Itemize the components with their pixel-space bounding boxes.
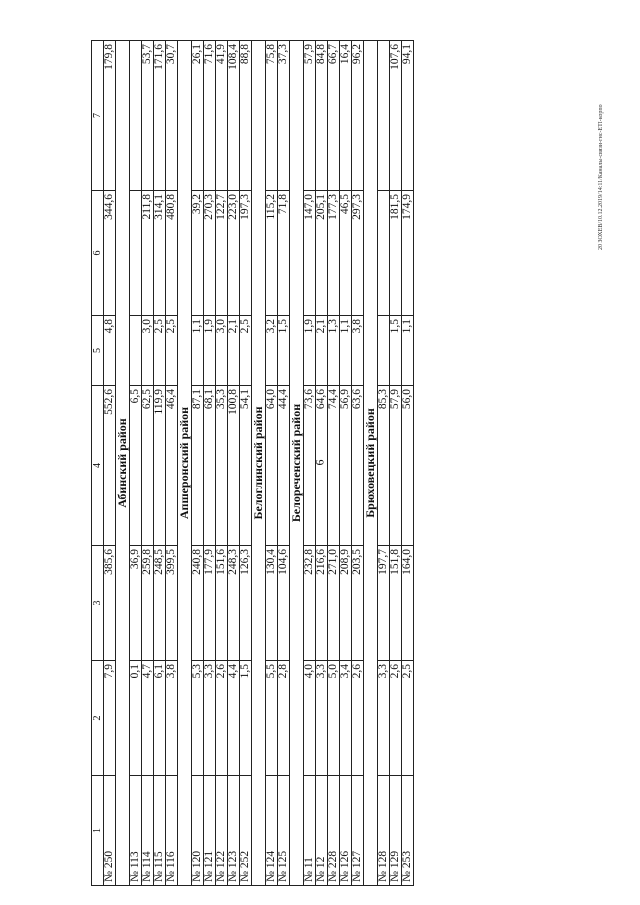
value-cell-col-6: 211,8 <box>142 191 154 316</box>
table-row <box>328 41 340 886</box>
column-header-4: 4 <box>92 386 104 546</box>
value-cell-col-5: 3,0 <box>216 316 228 386</box>
value-cell-col-3: 216,6 <box>316 546 328 661</box>
table-row <box>216 41 228 886</box>
value-cell-col-6 <box>378 191 390 316</box>
table-row <box>390 41 402 886</box>
row-label-cell: № 120 <box>192 776 204 886</box>
value-cell-col-3: 126,3 <box>240 546 252 661</box>
value-cell-col-5: 1,5 <box>390 316 402 386</box>
value-cell-col-5: 1,3 <box>328 316 340 386</box>
table-row <box>352 41 364 886</box>
value-cell-col-7: 108,4 <box>228 41 240 191</box>
value-cell-col-4: 63,6 <box>352 386 364 546</box>
table-row <box>340 41 352 886</box>
value-cell-col-2: 4,4 <box>228 661 240 776</box>
value-cell-col-4: 68,1 <box>204 386 216 546</box>
value-cell-col-5: 1,1 <box>402 316 414 386</box>
table-row <box>402 41 414 886</box>
district-heading-row <box>178 41 192 886</box>
value-cell-col-5: 1,9 <box>204 316 216 386</box>
value-cell-col-7: 88,8 <box>240 41 252 191</box>
value-cell-col-2: 3,3 <box>204 661 216 776</box>
table-row <box>130 41 142 886</box>
row-label-cell: № 126 <box>340 776 352 886</box>
column-header-5: 5 <box>92 316 104 386</box>
value-cell-col-4: 552,6 <box>104 386 116 546</box>
column-header-6: 6 <box>92 191 104 316</box>
value-cell-col-3: 151,8 <box>390 546 402 661</box>
value-cell-col-2: 4,0 <box>304 661 316 776</box>
value-cell-col-3: 271,0 <box>328 546 340 661</box>
value-cell-col-7: 66,7 <box>328 41 340 191</box>
value-cell-col-5 <box>378 316 390 386</box>
value-cell-col-5: 2,1 <box>316 316 328 386</box>
row-label-cell: № 124 <box>266 776 278 886</box>
district-heading-row <box>364 41 378 886</box>
value-cell-col-5: 2,1 <box>228 316 240 386</box>
value-cell-col-4: 6,5 <box>130 386 142 546</box>
value-cell-col-6: 122,7 <box>216 191 228 316</box>
value-cell-col-7: 41,9 <box>216 41 228 191</box>
column-header-3: 3 <box>92 546 104 661</box>
value-cell-col-6 <box>130 191 142 316</box>
value-cell-col-3: 208,9 <box>340 546 352 661</box>
district-heading-row <box>290 41 304 886</box>
value-cell-col-6: 480,8 <box>166 191 178 316</box>
row-label-cell: № 253 <box>402 776 414 886</box>
column-header-1: 1 <box>92 776 104 886</box>
district-heading: Белоглинский район <box>252 41 266 886</box>
row-label-cell: № 113 <box>130 776 142 886</box>
value-cell-col-6: 270,3 <box>204 191 216 316</box>
value-cell-col-4: 35,3 <box>216 386 228 546</box>
row-label-cell: № 121 <box>204 776 216 886</box>
value-cell-col-3: 164,0 <box>402 546 414 661</box>
value-cell-col-6: 181,5 <box>390 191 402 316</box>
value-cell-col-2: 5,3 <box>192 661 204 776</box>
district-heading-row <box>116 41 130 886</box>
value-cell-col-6: 147,0 <box>304 191 316 316</box>
value-cell-col-4: 73,6 <box>304 386 316 546</box>
value-cell-col-5 <box>130 316 142 386</box>
value-cell-col-7 <box>378 41 390 191</box>
row-label-cell: № 122 <box>216 776 228 886</box>
table-row <box>278 41 290 886</box>
value-cell-col-5: 2,5 <box>154 316 166 386</box>
table-row <box>378 41 390 886</box>
column-header-2: 2 <box>92 661 104 776</box>
value-cell-col-6: 223,0 <box>228 191 240 316</box>
table-row <box>266 41 278 886</box>
value-cell-col-2: 5,0 <box>328 661 340 776</box>
value-cell-col-4: 119,9 <box>154 386 166 546</box>
value-cell-col-3: 232,8 <box>304 546 316 661</box>
value-cell-col-6: 71,8 <box>278 191 290 316</box>
row-label-cell: № 11 <box>304 776 316 886</box>
district-heading: Абинский район <box>116 41 130 886</box>
value-cell-col-6: 177,3 <box>328 191 340 316</box>
value-cell-col-6: 205,1 <box>316 191 328 316</box>
table-row <box>204 41 216 886</box>
row-label-cell: № 12 <box>316 776 328 886</box>
value-cell-col-2: 3,3 <box>316 661 328 776</box>
value-cell-col-5: 3,2 <box>266 316 278 386</box>
value-cell-col-4: 56,0 <box>402 386 414 546</box>
table-row <box>304 41 316 886</box>
row-label-cell: № 228 <box>328 776 340 886</box>
row-label-cell: № 123 <box>228 776 240 886</box>
row-label-cell: № 250 <box>104 776 116 886</box>
value-cell-col-7: 96,2 <box>352 41 364 191</box>
value-cell-col-4: 85,3 <box>378 386 390 546</box>
value-cell-col-3: 197,7 <box>378 546 390 661</box>
page-number: 6 <box>312 459 327 466</box>
value-cell-col-7: 30,7 <box>166 41 178 191</box>
table-body <box>92 41 414 886</box>
value-cell-col-7: 37,3 <box>278 41 290 191</box>
value-cell-col-7: 71,6 <box>204 41 216 191</box>
value-cell-col-3: 399,5 <box>166 546 178 661</box>
value-cell-col-3: 177,9 <box>204 546 216 661</box>
value-cell-col-6: 297,3 <box>352 191 364 316</box>
value-cell-col-5: 3,8 <box>352 316 364 386</box>
value-cell-col-3: 240,8 <box>192 546 204 661</box>
district-heading: Брюховецкий район <box>364 41 378 886</box>
table-row <box>166 41 178 886</box>
value-cell-col-5: 1,1 <box>340 316 352 386</box>
value-cell-col-2: 2,6 <box>390 661 402 776</box>
table-row <box>104 41 116 886</box>
value-cell-col-7: 171,6 <box>154 41 166 191</box>
district-heading-row <box>252 41 266 886</box>
value-cell-col-6: 39,2 <box>192 191 204 316</box>
value-cell-col-6: 115,2 <box>266 191 278 316</box>
value-cell-col-6: 174,9 <box>402 191 414 316</box>
data-table <box>91 40 414 886</box>
value-cell-col-2: 1,5 <box>240 661 252 776</box>
value-cell-col-6: 46,5 <box>340 191 352 316</box>
value-cell-col-4: 74,4 <box>328 386 340 546</box>
column-number-header <box>92 41 104 886</box>
value-cell-col-3: 248,3 <box>228 546 240 661</box>
value-cell-col-4: 57,9 <box>390 386 402 546</box>
row-label-cell: № 116 <box>166 776 178 886</box>
rotated-table-container <box>91 41 551 886</box>
row-label-cell: № 128 <box>378 776 390 886</box>
value-cell-col-6: 314,1 <box>154 191 166 316</box>
value-cell-col-7: 75,8 <box>266 41 278 191</box>
row-label-cell: № 252 <box>240 776 252 886</box>
table-row <box>240 41 252 886</box>
value-cell-col-7: 26,1 <box>192 41 204 191</box>
value-cell-col-3: 248,5 <box>154 546 166 661</box>
row-label-cell: № 129 <box>390 776 402 886</box>
value-cell-col-5: 4,8 <box>104 316 116 386</box>
value-cell-col-6: 344,6 <box>104 191 116 316</box>
row-label-cell: № 125 <box>278 776 290 886</box>
value-cell-col-2: 2,6 <box>216 661 228 776</box>
row-label-cell: № 115 <box>154 776 166 886</box>
value-cell-col-5: 1,9 <box>304 316 316 386</box>
value-cell-col-7: 179,8 <box>104 41 116 191</box>
value-cell-col-7: 84,8 <box>316 41 328 191</box>
table-row <box>316 41 328 886</box>
value-cell-col-4: 44,4 <box>278 386 290 546</box>
table-row <box>154 41 166 886</box>
value-cell-col-3: 203,5 <box>352 546 364 661</box>
value-cell-col-2: 2,6 <box>352 661 364 776</box>
value-cell-col-4: 56,9 <box>340 386 352 546</box>
value-cell-col-7: 94,1 <box>402 41 414 191</box>
value-cell-col-4: 64,6 <box>316 386 328 546</box>
value-cell-col-4: 54,1 <box>240 386 252 546</box>
value-cell-col-4: 100,8 <box>228 386 240 546</box>
value-cell-col-5: 3,0 <box>142 316 154 386</box>
value-cell-col-2: 2,8 <box>278 661 290 776</box>
value-cell-col-2: 4,7 <box>142 661 154 776</box>
value-cell-col-3: 36,9 <box>130 546 142 661</box>
value-cell-col-4: 62,5 <box>142 386 154 546</box>
value-cell-col-2: 3,4 <box>340 661 352 776</box>
value-cell-col-2: 6,1 <box>154 661 166 776</box>
value-cell-col-3: 385,6 <box>104 546 116 661</box>
value-cell-col-2: 2,5 <box>402 661 414 776</box>
row-label-cell: № 127 <box>352 776 364 886</box>
row-label-cell: № 114 <box>142 776 154 886</box>
value-cell-col-4: 87,1 <box>192 386 204 546</box>
table-row <box>142 41 154 886</box>
value-cell-col-2: 7,9 <box>104 661 116 776</box>
value-cell-col-5: 2,5 <box>166 316 178 386</box>
value-cell-col-7: 16,4 <box>340 41 352 191</box>
district-heading: Апшеронский район <box>178 41 192 886</box>
value-cell-col-2: 3,8 <box>166 661 178 776</box>
value-cell-col-2: 0,1 <box>130 661 142 776</box>
value-cell-col-4: 64,0 <box>266 386 278 546</box>
value-cell-col-3: 151,6 <box>216 546 228 661</box>
value-cell-col-5: 1,1 <box>192 316 204 386</box>
value-cell-col-5: 1,5 <box>278 316 290 386</box>
table-row <box>228 41 240 886</box>
value-cell-col-4: 46,4 <box>166 386 178 546</box>
document-footer-stamp: 20 ЗОХЕВ/10.12.2019/14:11/Каналы-связи-гнс-ETI-корпо <box>598 104 604 250</box>
value-cell-col-2: 3,3 <box>378 661 390 776</box>
value-cell-col-3: 104,6 <box>278 546 290 661</box>
value-cell-col-3: 259,8 <box>142 546 154 661</box>
value-cell-col-6: 197,3 <box>240 191 252 316</box>
value-cell-col-7: 107,6 <box>390 41 402 191</box>
value-cell-col-5: 2,5 <box>240 316 252 386</box>
value-cell-col-7 <box>130 41 142 191</box>
column-header-7: 7 <box>92 41 104 191</box>
table-row <box>192 41 204 886</box>
value-cell-col-7: 57,9 <box>304 41 316 191</box>
value-cell-col-2: 5,5 <box>266 661 278 776</box>
district-heading: Белореченский район <box>290 41 304 886</box>
value-cell-col-7: 53,7 <box>142 41 154 191</box>
value-cell-col-3: 130,4 <box>266 546 278 661</box>
